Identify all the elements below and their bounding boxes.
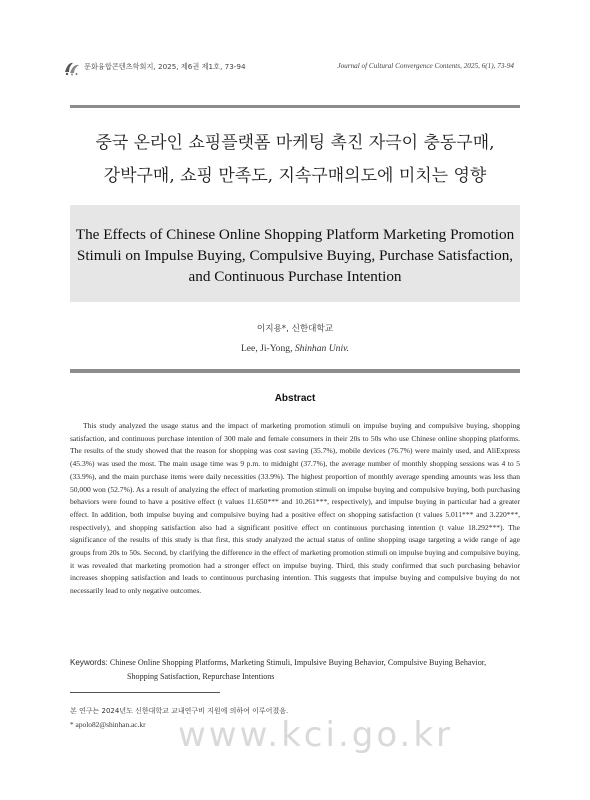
author-korean: 이지용*, 신한대학교 xyxy=(256,324,334,334)
abstract-heading: Abstract xyxy=(274,393,316,404)
header-citation-korean: 문화융합콘텐츠학회지, 2025, 제6권 제1호, 73-94 xyxy=(84,62,246,71)
keywords-line: Chinese Online Shopping Platforms, Marketing Stimuli, Impulsive Buying Behavior, Compulsive Buying Behavior, xyxy=(109,658,487,667)
english-title-line: Stimuli on Impulse Buying, Compulsive Buying, Purchase Satisfaction, xyxy=(76,247,514,264)
top-divider xyxy=(70,105,520,108)
funding-note: 본 연구는 2024년도 신한대학교 교내연구비 지원에 의하여 이루어졌음. xyxy=(70,707,289,715)
english-title xyxy=(70,224,520,287)
author-block xyxy=(70,320,520,358)
author-email: * apolo82@shinhan.ac.kr xyxy=(70,720,146,729)
header-citation-english: Journal of Cultural Convergence Contents, 2025, 6(1), 73-94 xyxy=(337,62,514,70)
abstract-divider xyxy=(70,369,520,373)
english-title-line: The Effects of Chinese Online Shopping Platform Marketing Promotion xyxy=(75,226,515,243)
keywords-label: Keywords: xyxy=(70,658,108,667)
footnote-divider xyxy=(70,692,220,693)
korean-title-line: 중국 온라인 쇼핑플랫폼 마케팅 촉진 자극이 충동구매, xyxy=(95,133,495,153)
korean-title xyxy=(70,127,520,193)
english-title-line: and Continuous Purchase Intention xyxy=(188,268,402,285)
keywords-line: Shopping Satisfaction, Repurchase Intentions xyxy=(127,672,275,681)
abstract-text: This study analyzed the usage status and the impact of marketing promotion stimuli on impulse buying and compulsive buying, shopping satisfaction, and continuous purchase intention of 300 male and female consumers in their 20s to 50s who use Chinese online shopping platforms. The results of the study showed that the reason for shopping was cost saving (35.7%), mobile devices (76.7%) were mainly used, and AliExpress (45.3%) was used the most. The main usage time was 9 p.m. to midnight (37.7%), the average number of monthly shopping sessions was 4 to 5 (33.9%), and the main purchase items were daily necessities (33.9%). The highest proportion of monthly average spending amounts was less than 50,000 won (52.7%). As a result of analyzing the effect of marketing promotion stimuli on impulse buying and compulsive buying, both purchasing behaviors were found to have a positive effect (t values 11.650*** and 10.261***, respectively), and impulse buying in particular had a greater effect. In addition, both impulse buying and compulsive buying had a positive effect on shopping satisfaction (t values 5.011*** and 3.220***, respectively), and shopping satisfaction also had a significant positive effect on continuous purchasing intention (t value 18.292***). The significance of the results of this study is that first, this study analyzed the actual status of online shopping usage targeting a wide range of age groups from 20s to 50s. Second, by clarifying the difference in the effect of marketing promotion stimuli on impulse buying and compulsive buying, it was revealed that marketing promotion had a stronger effect on impulse buying. Third, this study confirmed that such purchasing behavior increases shopping satisfaction and leads to continuous purchasing intention. This suggests that impulse buying and compulsive buying do not necessarily lead to only negative outcomes. xyxy=(70,421,520,596)
watermark: www.kci.go.kr xyxy=(178,715,454,755)
keywords xyxy=(70,656,530,684)
author-english xyxy=(70,339,520,358)
author-english-name: Lee, Ji-Yong, xyxy=(240,343,293,354)
korean-title-line: 강박구매, 쇼핑 만족도, 지속구매의도에 미치는 영향 xyxy=(103,166,487,186)
journal-logo-icon xyxy=(63,60,81,76)
author-institution: Shinhan Univ. xyxy=(294,343,350,354)
